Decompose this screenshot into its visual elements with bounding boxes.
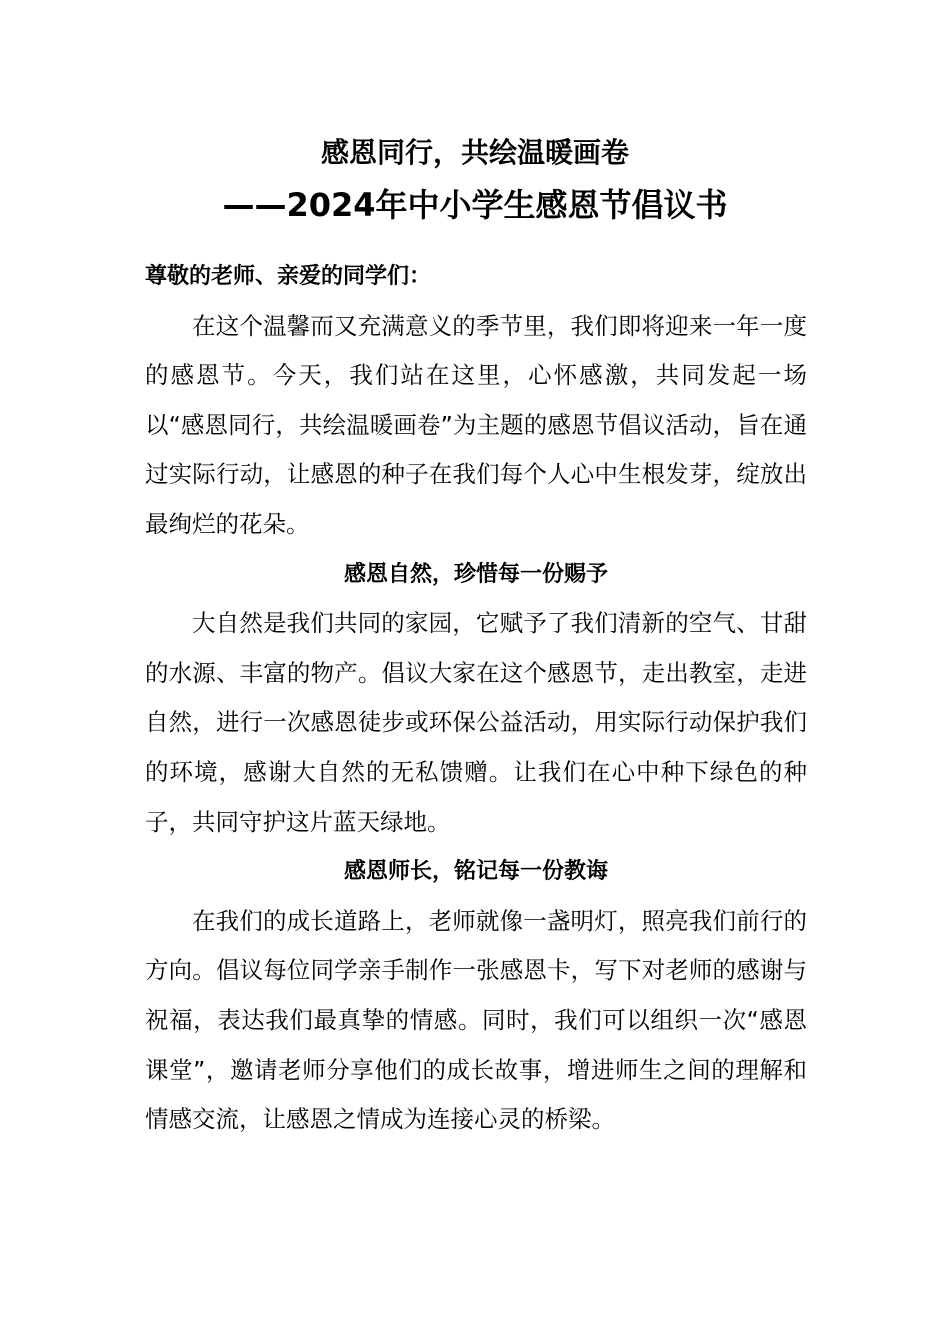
section-heading-nature: 感恩自然，珍惜每一份赐予: [343, 561, 608, 587]
document-title: 感恩同行，共绘温暖画卷: [320, 136, 629, 169]
salutation: 尊敬的老师、亲爱的同学们：: [145, 264, 432, 289]
section-paragraph-nature: 大自然是我们共同的家园，它赋予了我们清新的空气、甘甜的水源、丰富的物产。倡议大家在这个感恩节，走出教室，走进自然，进行一次感恩徒步或环保公益活动，用实际行动保护我们的环境，感谢大自然的无私馈赠。让我们在心中种下绿色的种子，共同守护这片蓝天绿地。: [145, 609, 807, 836]
section-heading-teachers: 感恩师长，铭记每一份教诲: [343, 859, 608, 885]
intro-paragraph: 在这个温馨而又充满意义的季节里，我们即将迎来一年一度的感恩节。今天，我们站在这里，心怀感激，共同发起一场以“感恩同行，共绘温暖画卷”为主题的感恩节倡议活动，旨在通过实际行动，让感恩的种子在我们每个人心中生根发芽，绽放出最绚烂的花朵。: [145, 311, 807, 538]
document-body: [145, 252, 807, 1145]
document-subtitle: ——2024年中小学生感恩节倡议书: [222, 186, 728, 224]
section-paragraph-teachers: 在我们的成长道路上，老师就像一盏明灯，照亮我们前行的方向。倡议每位同学亲手制作一张感恩卡，写下对老师的感谢与祝福，表达我们最真挚的情感。同时，我们可以组织一次“感恩课堂”，邀请老师分享他们的成长故事，增进师生之间的理解和情感交流，让感恩之情成为连接心灵的桥梁。: [145, 906, 807, 1134]
